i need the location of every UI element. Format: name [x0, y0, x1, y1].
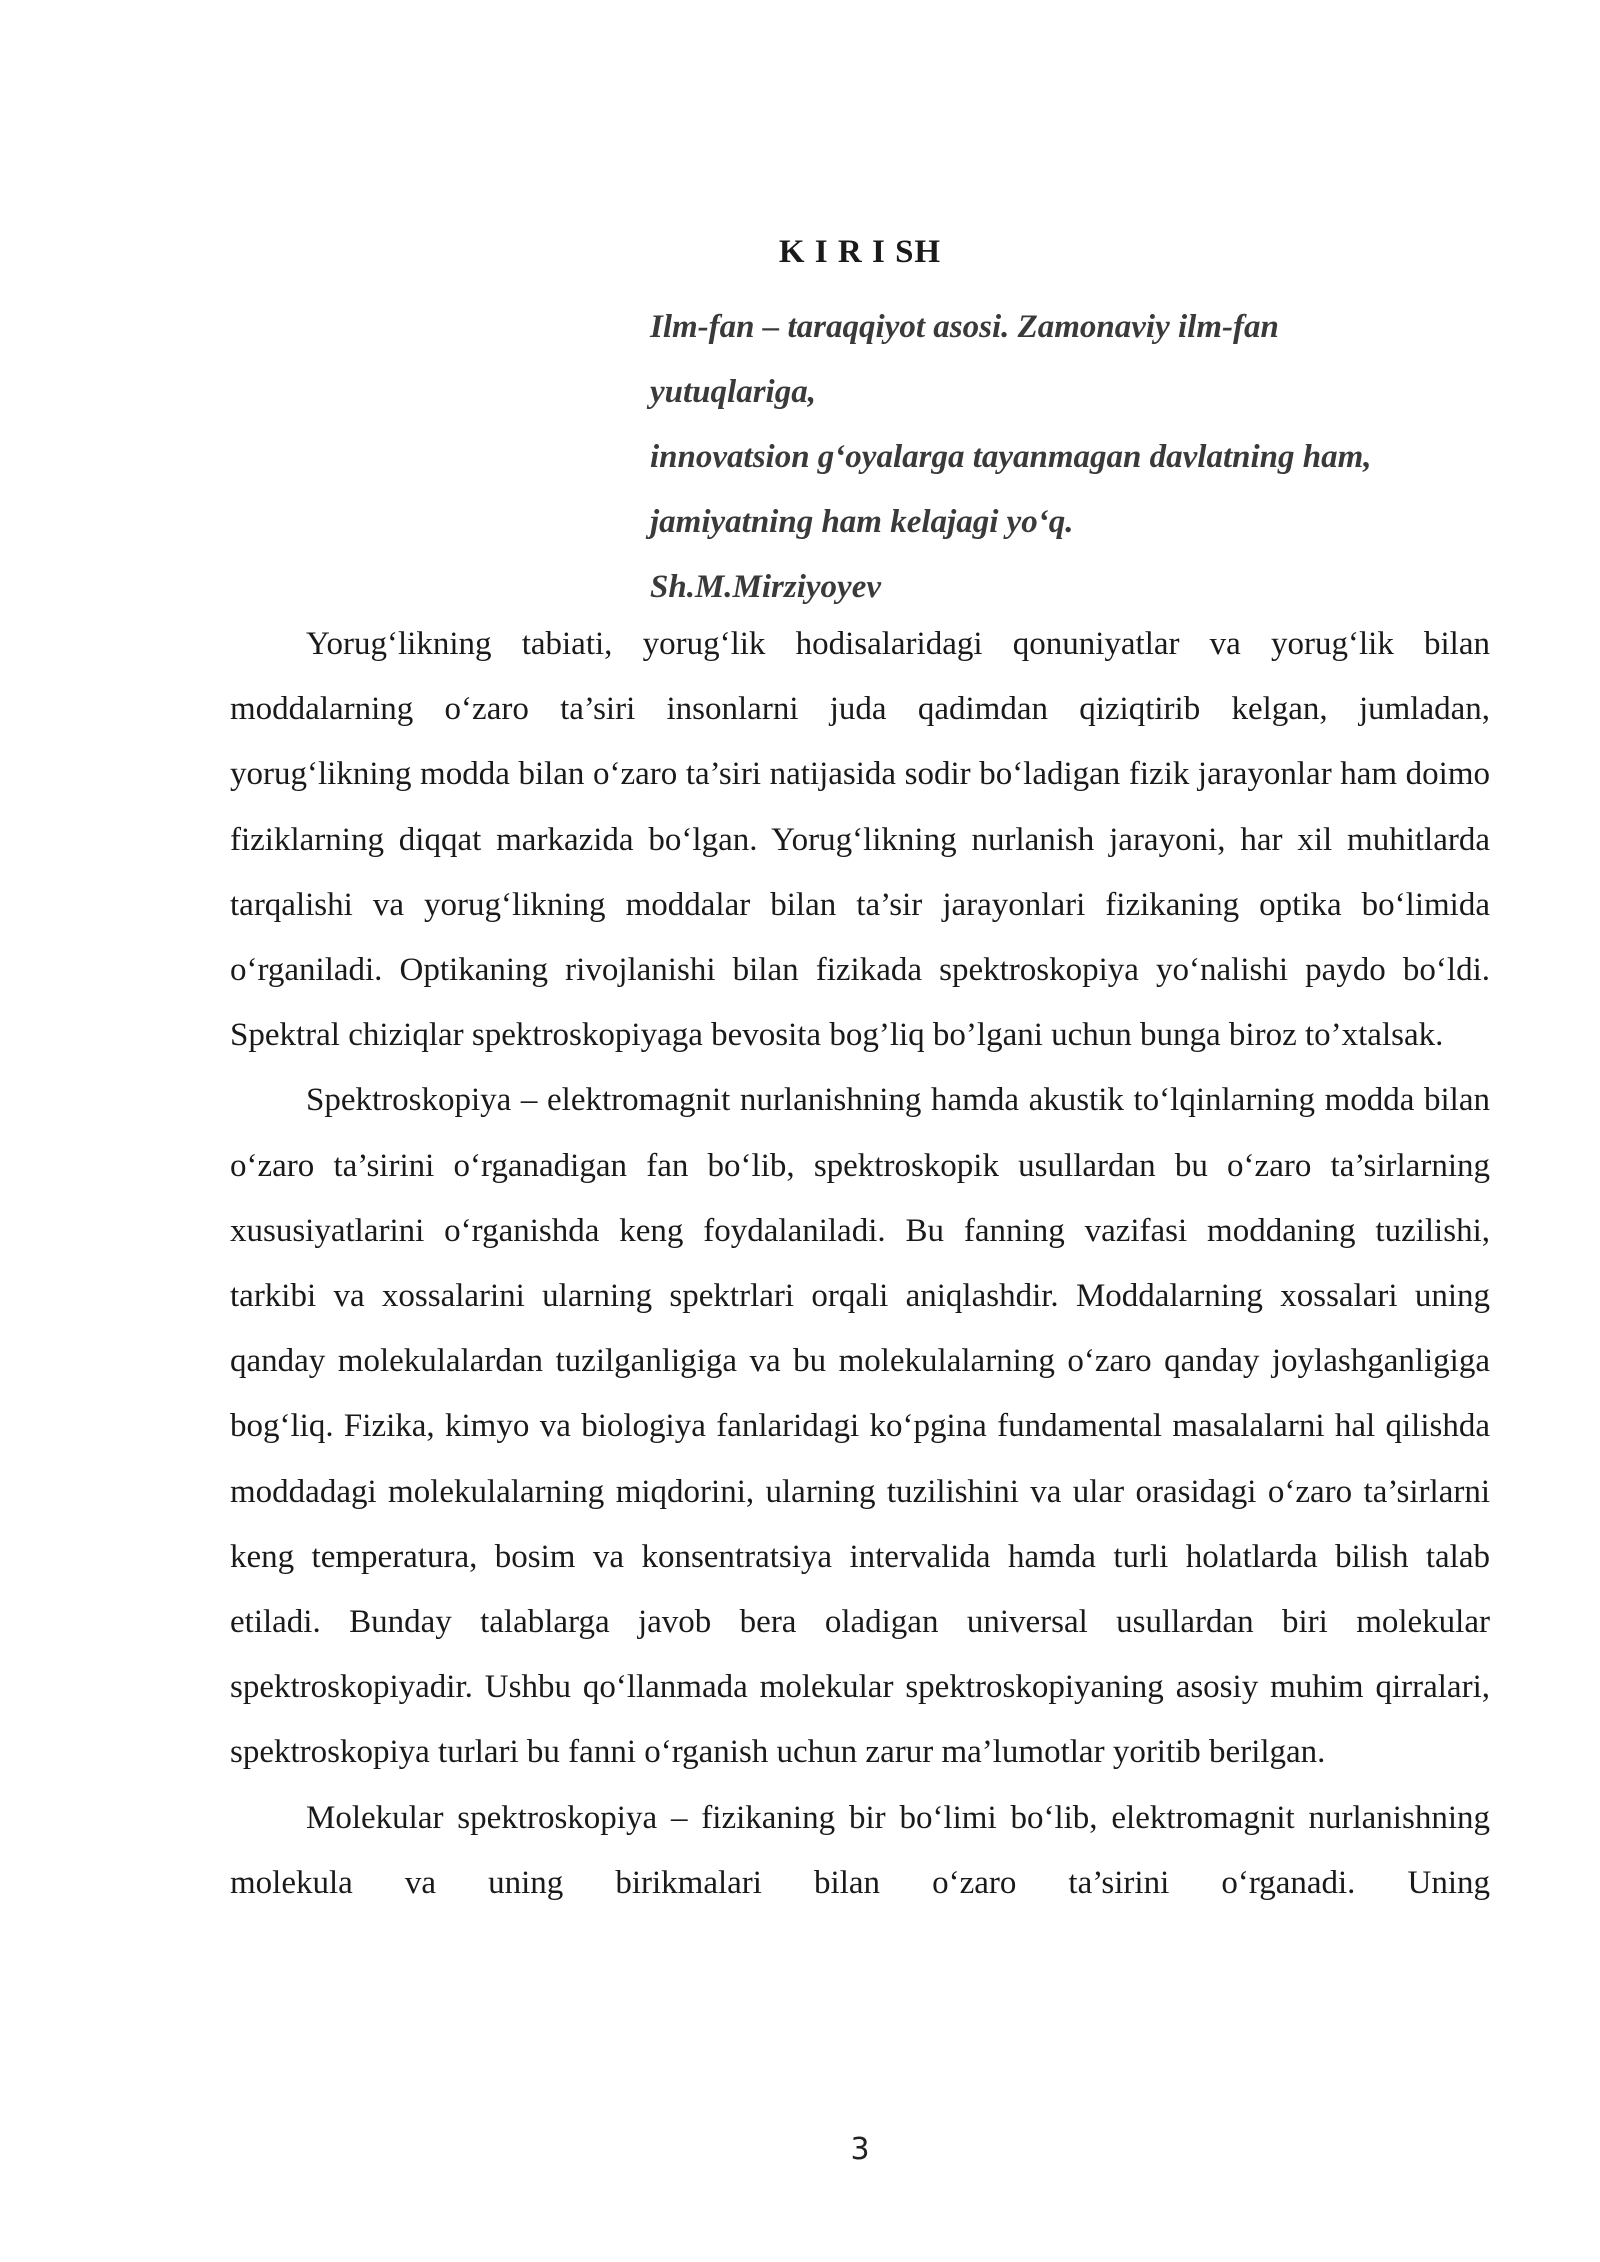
epigraph-author: Sh.M.Mirziyoyev [650, 569, 881, 605]
epigraph [650, 295, 1510, 620]
paragraph: Yorug‘likning tabiati, yorug‘lik hodisalaridagi qonuniyatlar va yorug‘lik bilan moddalarning o‘zaro ta’siri insonlarni juda qadimdan qiziqtirib kelgan, jumladan, yorug‘likning modda bilan o‘zaro ta’siri natijasida sodir bo‘ladigan fizik jarayonlar ham doimo fiziklarning diqqat markazida bo‘lgan. Yorug‘likning nurlanish jarayoni, har xil muhitlarda tarqalishi va yorug‘likning moddalar bilan ta’sir jarayonlari fizikaning optika bo‘limida o‘rganiladi. Optikaning rivojlanishi bilan fizikada spektroskopiya yo‘nalishi paydo bo‘ldi. Spektral chiziqlar spektroskopiyaga bevosita bog’liq bo’lgani uchun bunga biroz to’xtalsak. [230, 626, 1490, 1054]
epigraph-line: innovatsion g‘oyalarga tayanmagan davlatning ham, [650, 439, 1372, 475]
epigraph-line: Ilm-fan – taraqqiyot asosi. Zamonaviy ilm-fan [650, 309, 1279, 345]
epigraph-line: yutuqlariga, [650, 374, 816, 410]
page-title: K I R I SH [778, 234, 942, 270]
paragraph: Molekular spektroskopiya – fizikaning bir bo‘limi bo‘lib, elektromagnit nurlanishning molekula va uning birikmalari bilan o‘zaro ta’sirini o‘rganadi. Uning [230, 1799, 1490, 1901]
body-text [230, 612, 1490, 1916]
epigraph-line: jamiyatning ham kelajagi yo‘q. [650, 504, 1074, 540]
page-number: 3 [850, 2132, 870, 2167]
paragraph: Spektroskopiya – elektromagnit nurlanishning hamda akustik to‘lqinlarning modda bilan o‘zaro ta’sirini o‘rganadigan fan bo‘lib, spektroskopik usullardan bu o‘zaro ta’sirlarning xususiyatlarini o‘rganishda keng foydalaniladi. Bu fanning vazifasi moddaning tuzilishi, tarkibi va xossalarini ularning spektrlari orqali aniqlashdir. Moddalarning xossalari uning qanday molekulalardan tuzilganligiga va bu molekulalarning o‘zaro qanday joylashganligiga bog‘liq. Fizika, kimyo va biologiya fanlaridagi ko‘pgina fundamental masalalarni hal qilishda moddadagi molekulalarning miqdorini, ularning tuzilishini va ular orasidagi o‘zaro ta’sirlarni keng temperatura, bosim va konsentratsiya intervalida hamda turli holatlarda bilish talab etiladi. Bunday talablarga javob bera oladigan universal usullardan biri molekular spektroskopiyadir. Ushbu qo‘llanmada molekular spektroskopiyaning asosiy muhim qirralari, spektroskopiya turlari bu fanni o‘rganish uchun zarur ma’lumotlar yoritib berilgan. [230, 1082, 1490, 1771]
